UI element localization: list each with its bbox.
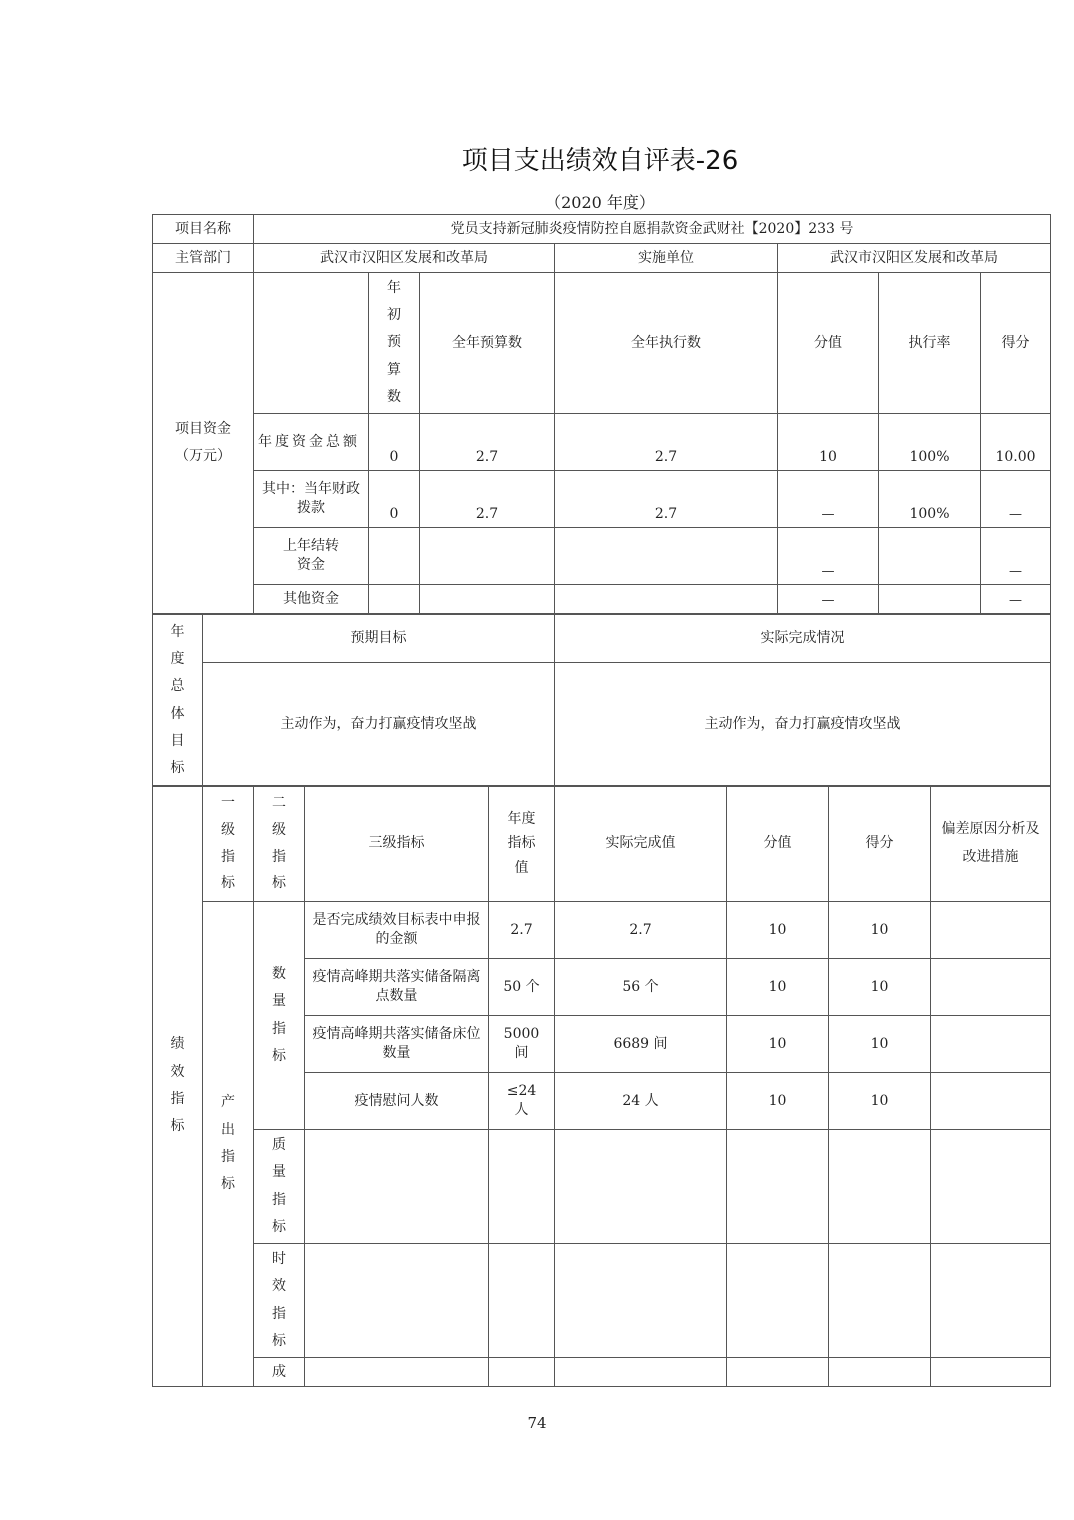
indicator-score-value: 10 [727, 959, 829, 1016]
impl-label: 实施单位 [555, 244, 778, 273]
funds-header-score: 得分 [981, 273, 1051, 414]
level3-header: 三级指标 [305, 786, 489, 902]
empty-cell [931, 1244, 1051, 1358]
actual-goal-header: 实际完成情况 [555, 615, 1051, 663]
empty-cell [829, 1130, 931, 1244]
dept-value: 武汉市汉阳区发展和改革局 [254, 244, 555, 273]
funds-header-exec: 全年执行数 [555, 273, 778, 414]
fund-row-budget [420, 528, 555, 585]
empty-cell [931, 1130, 1051, 1244]
indicator-deviation [931, 959, 1051, 1016]
fund-row-exec: 2.7 [555, 471, 778, 528]
goals-table [152, 614, 1051, 787]
indicator-actual: 2.7 [555, 902, 727, 959]
funds-header-rate: 执行率 [879, 273, 981, 414]
indicator-score: 10 [829, 1016, 931, 1073]
indicator-name: 疫情高峰期共落实储备床位数量 [305, 1016, 489, 1073]
fund-row-score-value: — [778, 528, 879, 585]
indicator-score-value: 10 [727, 902, 829, 959]
annual-header: 年度指标值 [489, 786, 555, 902]
timeliness-indicator-label: 时效指标 [254, 1244, 305, 1358]
fund-row-initial: 0 [369, 471, 420, 528]
fund-row-name: 年度资金总额 [254, 414, 369, 471]
fund-row-score: — [981, 528, 1051, 585]
empty-cell [727, 1130, 829, 1244]
fund-row-initial [369, 528, 420, 585]
funds-header-budget: 全年预算数 [420, 273, 555, 414]
indicator-name: 是否完成绩效目标表中申报的金额 [305, 902, 489, 959]
indicator-name: 疫情高峰期共落实储备隔离点数量 [305, 959, 489, 1016]
funds-table [152, 214, 1051, 614]
indicators-label: 绩效指标 [153, 786, 203, 1387]
indicator-score: 10 [829, 902, 931, 959]
deviation-header: 偏差原因分析及改进措施 [931, 786, 1051, 902]
actual-header: 实际完成值 [555, 786, 727, 902]
fund-row-budget: 2.7 [420, 471, 555, 528]
fund-row-exec [555, 528, 778, 585]
fund-row-budget: 2.7 [420, 414, 555, 471]
cost-indicator-label: 成 [254, 1358, 305, 1387]
empty-cell [305, 1130, 489, 1244]
indicator-score: 10 [829, 1073, 931, 1130]
expected-goal: 主动作为，奋力打赢疫情攻坚战 [203, 663, 555, 787]
indicator-name: 疫情慰问人数 [305, 1073, 489, 1130]
dept-label: 主管部门 [153, 244, 254, 273]
report-year: （2020 年度） [545, 193, 655, 212]
fund-row-score: — [981, 585, 1051, 614]
impl-value: 武汉市汉阳区发展和改革局 [778, 244, 1051, 273]
empty-cell [305, 1244, 489, 1358]
funds-header-blank [254, 273, 369, 414]
empty-cell [555, 1244, 727, 1358]
fund-row-rate: 100% [879, 414, 981, 471]
indicator-actual: 56 个 [555, 959, 727, 1016]
score-header: 得分 [829, 786, 931, 902]
fund-row-initial: 0 [369, 414, 420, 471]
fund-row-rate: 100% [879, 471, 981, 528]
score-value-header: 分值 [727, 786, 829, 902]
page-title: 项目支出绩效自评表-26 [461, 146, 739, 176]
level1-header: 一级指标 [203, 786, 254, 902]
expected-goal-header: 预期目标 [203, 615, 555, 663]
actual-goal: 主动作为，奋力打赢疫情攻坚战 [555, 663, 1051, 787]
empty-cell [727, 1358, 829, 1387]
output-indicator-label: 产出指标 [203, 902, 254, 1387]
empty-cell [829, 1358, 931, 1387]
empty-cell [555, 1130, 727, 1244]
fund-row-name: 上年结转资金 [254, 528, 369, 585]
fund-row-name: 其他资金 [254, 585, 369, 614]
page-number: 74 [527, 1414, 547, 1432]
indicator-actual: 24 人 [555, 1073, 727, 1130]
indicator-score-value: 10 [727, 1073, 829, 1130]
empty-cell [727, 1244, 829, 1358]
quantity-indicator-label: 数量指标 [254, 902, 305, 1130]
fund-row-rate [879, 528, 981, 585]
project-name-value: 党员支持新冠肺炎疫情防控自愿捐款资金武财社【2020】233 号 [254, 215, 1051, 244]
funds-header-score-value: 分值 [778, 273, 879, 414]
indicator-score: 10 [829, 959, 931, 1016]
fund-row-score-value: — [778, 471, 879, 528]
quality-indicator-label: 质量指标 [254, 1130, 305, 1244]
fund-row-exec: 2.7 [555, 414, 778, 471]
indicator-annual: ≤24 人 [489, 1073, 555, 1130]
indicator-deviation [931, 1016, 1051, 1073]
fund-row-rate [879, 585, 981, 614]
fund-row-exec [555, 585, 778, 614]
empty-cell [829, 1244, 931, 1358]
empty-cell [555, 1358, 727, 1387]
fund-row-score-value: — [778, 585, 879, 614]
goals-label: 年度总体目标 [153, 615, 203, 787]
empty-cell [489, 1358, 555, 1387]
indicator-actual: 6689 间 [555, 1016, 727, 1073]
indicator-deviation [931, 1073, 1051, 1130]
fund-row-budget [420, 585, 555, 614]
project-name-label: 项目名称 [153, 215, 254, 244]
empty-cell [931, 1358, 1051, 1387]
empty-cell [305, 1358, 489, 1387]
level2-header: 二级指标 [254, 786, 305, 902]
indicator-annual: 2.7 [489, 902, 555, 959]
fund-row-initial [369, 585, 420, 614]
indicator-deviation [931, 902, 1051, 959]
fund-row-score: 10.00 [981, 414, 1051, 471]
indicator-annual: 50 个 [489, 959, 555, 1016]
indicator-annual: 5000 间 [489, 1016, 555, 1073]
fund-row-score: — [981, 471, 1051, 528]
indicator-score-value: 10 [727, 1016, 829, 1073]
fund-row-name: 其中：当年财政拨款 [254, 471, 369, 528]
funds-header-initial: 年初预算数 [369, 273, 420, 414]
empty-cell [489, 1244, 555, 1358]
fund-row-score-value: 10 [778, 414, 879, 471]
funds-label: 项目资金（万元） [153, 273, 254, 614]
indicators-table [152, 785, 1051, 1387]
empty-cell [489, 1130, 555, 1244]
